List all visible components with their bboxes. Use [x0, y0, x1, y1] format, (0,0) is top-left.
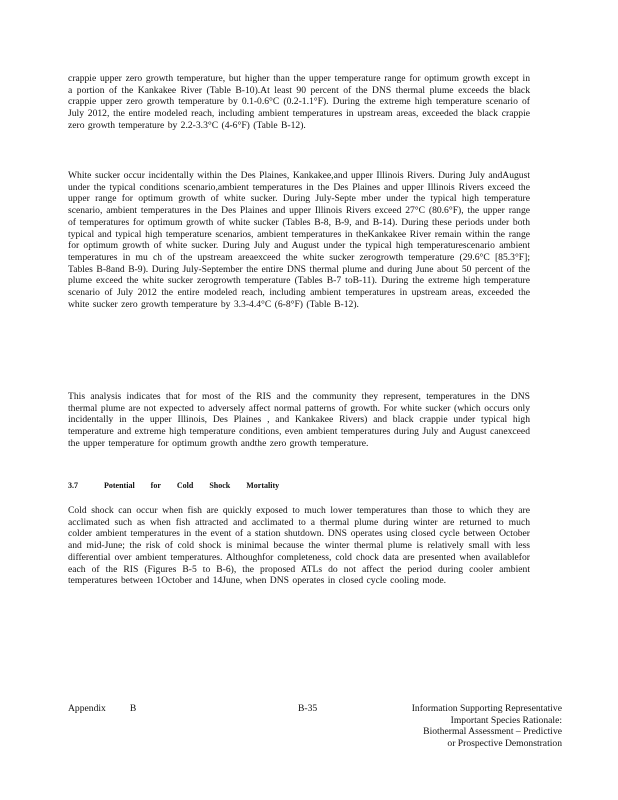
footer-title-line: Biothermal Assessment – Predictive [423, 726, 562, 738]
paragraph-black-crappie: crappie upper zero growth temperature, but higher than the upper temperature range for optimum growth except in a portion of the Kankakee River (Table B-10).At least 90 percent of the DNS thermal plume exceeds the black crappie upper zero growth temperature by 0.1-0.6°C (0.2-1.1°F). During the extreme high temperature scenario of July 2012, the entire modeled reach, including ambient temperatures in upstream areas, exceeded the black crappie zero growth temperature by 2.2-3.3°C (4-6°F) (Table B-12). [68, 73, 530, 131]
footer-title-line: Important Species Rationale: [450, 714, 562, 726]
section-title-word: Cold [176, 481, 194, 490]
footer-title-line: or Prospective Demonstration [447, 738, 562, 750]
section-title [104, 481, 293, 490]
section-number: 3.7 [68, 481, 78, 490]
section-title-word: Mortality [246, 481, 280, 490]
section-title-word: for [150, 481, 161, 490]
footer-appendix-word: Appendix [68, 703, 106, 714]
page-number: B-35 [298, 703, 318, 714]
section-title-word: Shock [209, 481, 231, 490]
footer-title-line: Information Supporting Representative [411, 703, 562, 714]
section-title-word: Potential [104, 481, 135, 490]
paragraph-white-sucker: White sucker occur incidentally within the Des Plaines, Kankakee,and upper Illinois Rivers. During July andAugust under the typical conditions scenario,ambient temperatures in the Des Plaines and upper Illinois Rivers exceed the upper range for optimum growth of white sucker. During July-Septe mber under the typical high temperature scenario, ambient temperatures in the Des Plaines and upper Illinois Rivers exceed 27°C (80.6°F), the upper range of temperatures for optimum growth of white sucker (Tables B-8, B-9, and B-14). During these periods under both typical and typical high temperature scenarios, ambient temperatures in theKankakee River remain within the range for optimum growth of white sucker. During July and August under the typical high temperaturescenario ambient temperatures in mu ch of the upstream areaexceed the white sucker zerogrowth temperature (29.6°C [85.3°F]; Tables B-8and B-9). During July-September the entire DNS thermal plume and during June about 50 percent of the plume exceed the white sucker zerogrowth temperature (Tables B-7 toB-11). During the extreme high temperature scenario of July 2012 the entire modeled reach, including ambient temperatures in upstream areas, exceeded the white sucker zero growth temperature by 3.3-4.4°C (6-8°F) (Table B-12). [68, 170, 530, 310]
section-heading [68, 481, 293, 490]
paragraph-cold-shock: Cold shock can occur when fish are quickly exposed to much lower temperatures than those to which they are acclimated such as when fish attracted and acclimated to a thermal plume during winter are returned to much colder ambient temperatures in the event of a station shutdown. DNS operates using closed cycle between October and mid-June; the risk of cold shock is minimal because the winter thermal plume is relatively small with less differential over ambient temperatures. Althoughfor completeness, cold chock data are presented when availablefor each of the RIS (Figures B-5 to B-6), the proposed ATLs do not affect the period during cooler ambient temperatures between 1October and 14June, when DNS operates in closed cycle cooling mode. [68, 505, 530, 587]
footer-appendix-letter: B [129, 703, 137, 714]
footer-appendix-label [68, 703, 136, 715]
footer-document-title [370, 703, 562, 750]
paragraph-analysis-summary: This analysis indicates that for most of the RIS and the community they represent, temperatures in the DNS thermal plume are not expected to adversely affect normal patterns of growth. For white sucker (which occurs only incidentally in the upper Illinois, Des Plaines , and Kankakee Rivers) and black crappie under typical high temperature and extreme high temperature conditions, even ambient temperatures during July and August canexceed the upper temperature for optimum growth andthe zero growth temperature. [68, 391, 530, 449]
